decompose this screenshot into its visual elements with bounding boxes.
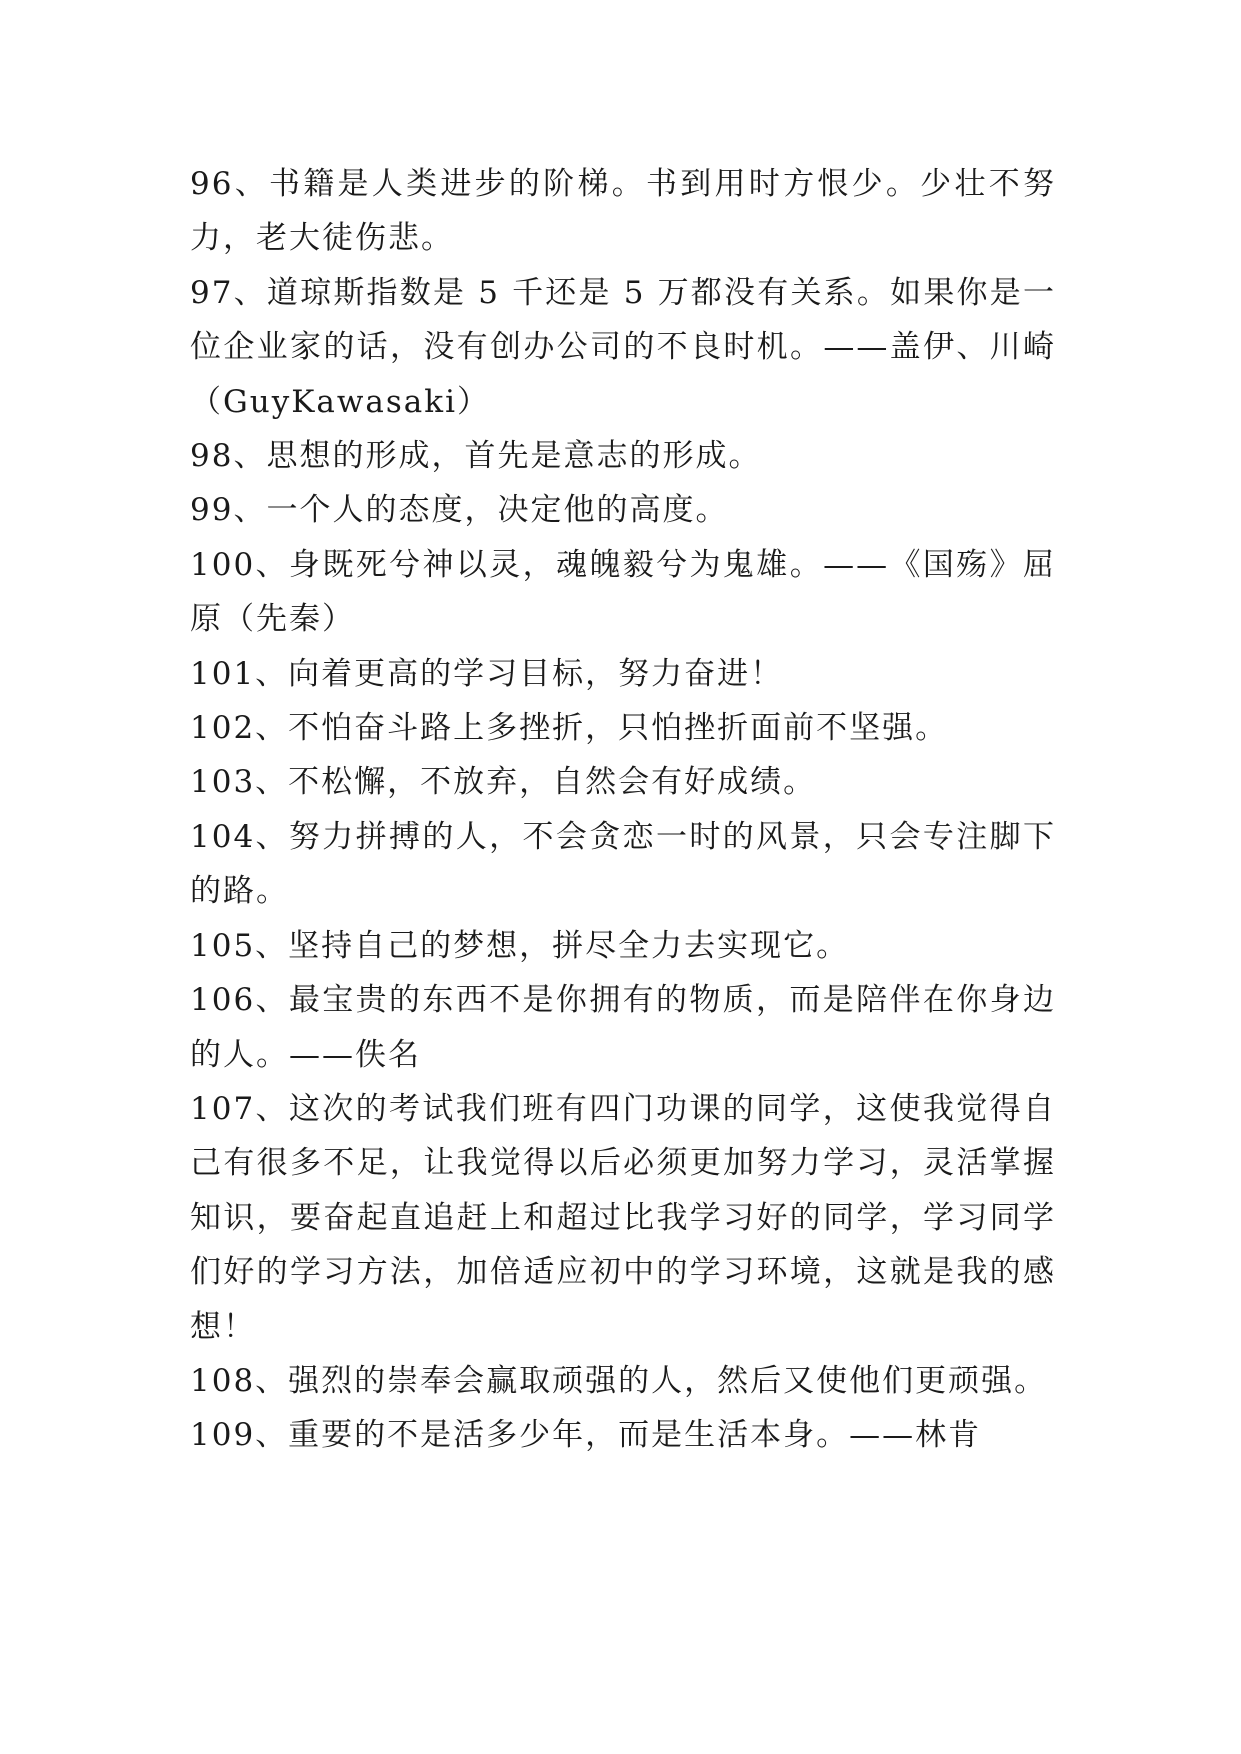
quote-entry-97: 97、道琼斯指数是 5 千还是 5 万都没有关系。如果你是一位企业家的话，没有创办公司的不良时机。——盖伊、川崎（GuyKawasaki）	[190, 274, 1056, 420]
quote-entry-106: 106、最宝贵的东西不是你拥有的物质，而是陪伴在你身边的人。——佚名	[190, 982, 1056, 1073]
quote-entry-102: 102、不怕奋斗路上多挫折，只怕挫折面前不坚强。	[190, 710, 949, 747]
quote-entry-105: 105、坚持自己的梦想，拼尽全力去实现它。	[190, 927, 850, 964]
quote-entry-100: 100、身既死兮神以灵，魂魄毅兮为鬼雄。——《国殇》屈原（先秦）	[190, 546, 1056, 638]
quote-entry-107: 107、这次的考试我们班有四门功课的同学，这使我觉得自己有很多不足，让我觉得以后必须更加努力学习，灵活掌握知识，要奋起直追赶上和超过比我学习好的同学，学习同学们好的学习方法，加倍适应初中的学习环境，这就是我的感想！	[190, 1090, 1056, 1345]
quote-entry-108: 108、强烈的崇奉会赢取顽强的人，然后又使他们更顽强。	[190, 1362, 1048, 1399]
quote-entry-101: 101、向着更高的学习目标，努力奋进！	[190, 655, 784, 692]
quote-entry-104: 104、努力拼搏的人，不会贪恋一时的风景，只会专注脚下的路。	[190, 818, 1056, 910]
quote-list	[190, 157, 1056, 1463]
quote-entry-109: 109、重要的不是活多少年，而是生活本身。——林肯	[190, 1417, 982, 1454]
quote-entry-98: 98、思想的形成，首先是意志的形成。	[190, 438, 762, 475]
quote-entry-96: 96、书籍是人类进步的阶梯。书到用时方恨少。少壮不努力，老大徒伤悲。	[190, 166, 1056, 257]
quote-entry-103: 103、不松懈，不放弃，自然会有好成绩。	[190, 764, 817, 801]
quote-entry-99: 99、一个人的态度，决定他的高度。	[190, 492, 729, 529]
